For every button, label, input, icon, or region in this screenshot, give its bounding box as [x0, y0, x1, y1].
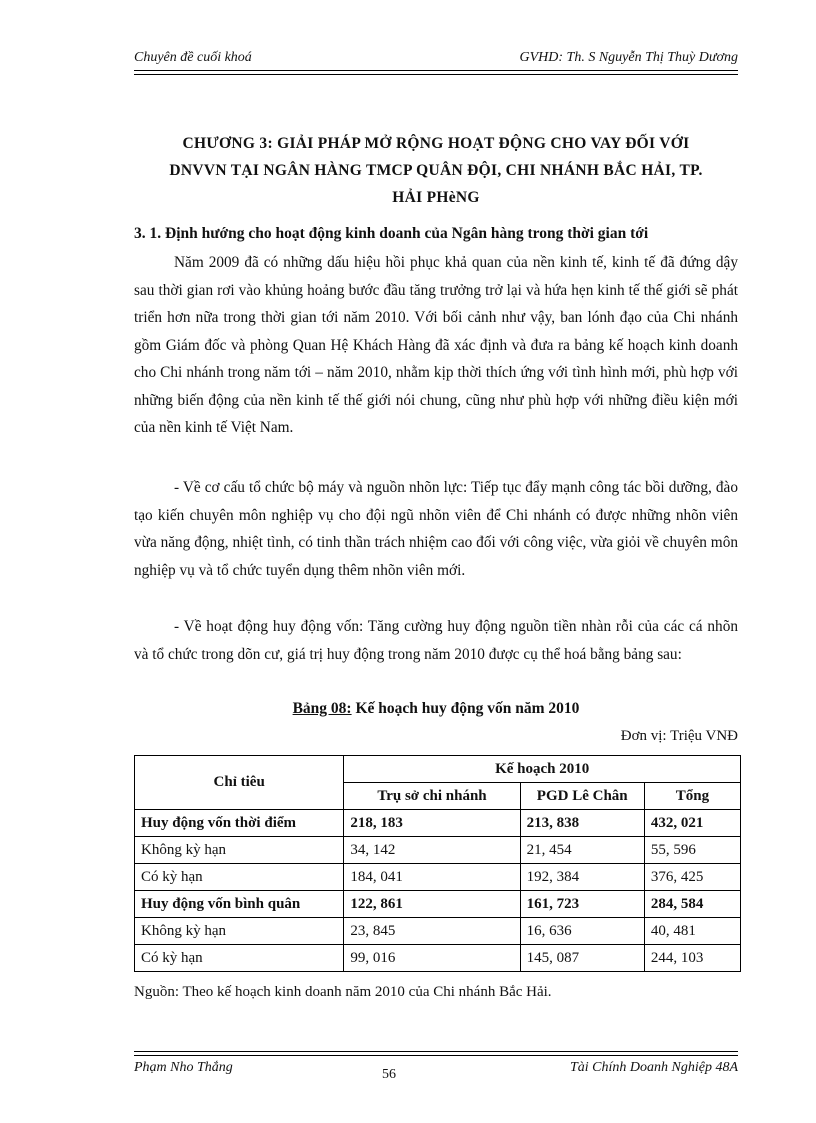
- cell-value: 16, 636: [520, 918, 644, 945]
- sub-header-pgd-le-chan: PGD Lê Chân: [520, 783, 644, 810]
- cell-value: 432, 021: [644, 810, 740, 837]
- header-left: Chuyên đề cuối khoá: [134, 50, 252, 65]
- body-paragraph-1: [134, 249, 738, 442]
- paragraph-text: - Về hoạt động huy động vốn: Tăng cường huy động nguồn tiền nhàn rỗi của các cá nhõn và tổ chức trong dõn cư, giá trị huy động trong năm 2010 được cụ thể hoá bằng bảng sau:: [134, 618, 738, 663]
- section-heading: 3. 1. Định hướng cho hoạt động kinh doanh của Ngân hàng trong thời gian tới: [134, 225, 649, 242]
- cell-value: 40, 481: [644, 918, 740, 945]
- table-row: [135, 918, 741, 945]
- capital-plan-table: [134, 755, 741, 972]
- table-row: [135, 945, 741, 972]
- chapter-title-line-1: CHƯƠNG 3: GIẢI PHÁP MỞ RỘNG HOẠT ĐỘNG CHO VAY ĐỐI VỚI: [182, 135, 690, 152]
- cell-value: 218, 183: [344, 810, 520, 837]
- header-right: GVHD: Th. S Nguyễn Thị Thuỳ Dương: [519, 50, 738, 65]
- cell-value: 21, 454: [520, 837, 644, 864]
- row-label: Có kỳ hạn: [135, 864, 344, 891]
- cell-value: 122, 861: [344, 891, 520, 918]
- group-header-plan-2010: Kế hoạch 2010: [344, 756, 741, 783]
- table-row: [135, 810, 741, 837]
- table-caption: [134, 700, 738, 718]
- page-number: 56: [382, 1067, 396, 1082]
- cell-value: 34, 142: [344, 837, 520, 864]
- body-paragraph-3: [134, 613, 738, 668]
- body-paragraph-2: [134, 474, 738, 584]
- page-header: [134, 50, 738, 72]
- chapter-title: [134, 130, 738, 211]
- row-label: Không kỳ hạn: [135, 918, 344, 945]
- paragraph-text: - Về cơ cấu tổ chức bộ máy và nguồn nhõn lực: Tiếp tục đẩy mạnh công tác bồi dưỡng, đào tạo kiến chuyên môn nghiệp vụ cho đội ngũ nhõn viên để Chi nhánh có được những nhõn viên vừa năng động, nhiệt tình, có tinh thần trách nhiệm cao đối với công việc, vừa giỏi về chuyên môn nghiệp vụ và tổ chức tuyển dụng thêm nhõn viên mới.: [134, 479, 738, 579]
- cell-value: 184, 041: [344, 864, 520, 891]
- cell-value: 161, 723: [520, 891, 644, 918]
- chapter-title-line-2: DNVVN TẠI NGÂN HÀNG TMCP QUÂN ĐỘI, CHI NHÁNH BẮC HẢI, TP.: [169, 162, 703, 179]
- table-caption-label: Bảng 08:: [292, 700, 352, 717]
- footer-author: Phạm Nho Thắng: [134, 1060, 233, 1075]
- cell-value: 99, 016: [344, 945, 520, 972]
- table-caption-title: Kế hoạch huy động vốn năm 2010: [351, 700, 580, 717]
- cell-value: 213, 838: [520, 810, 644, 837]
- row-label: Có kỳ hạn: [135, 945, 344, 972]
- table-unit: Đơn vị: Triệu VNĐ: [620, 728, 738, 744]
- cell-value: 192, 384: [520, 864, 644, 891]
- chapter-title-line-3: HẢI PHèNG: [392, 189, 480, 206]
- cell-value: 23, 845: [344, 918, 520, 945]
- row-label: Huy động vốn thời điểm: [135, 810, 344, 837]
- footer-rule: [134, 1051, 738, 1056]
- cell-value: 284, 584: [644, 891, 740, 918]
- source-note: Nguồn: Theo kế hoạch kinh doanh năm 2010 của Chi nhánh Bắc Hải.: [134, 984, 552, 1000]
- paragraph-text: Năm 2009 đã có những dấu hiệu hồi phục khả quan của nền kinh tế, kinh tế đã đứng dậy sau thời gian rơi vào khủng hoảng bước đầu tăng trưởng trở lại và hứa hẹn kinh tế thế giới sẽ phát triển hơn nữa trong thời gian tới năm 2010. Với bối cảnh như vậy, ban lónh đạo của Chi nhánh gồm Giám đốc và phòng Quan Hệ Khách Hàng đã xác định và đưa ra bảng kế hoạch kinh doanh cho Chi nhánh trong năm tới – năm 2010, nhằm kịp thời thích ứng với tình hình mới, phù hợp với những biến động của nền kinh tế thế giới nói chung, cũng như phù hợp với những điều kiện mới của nền kinh tế Việt Nam.: [134, 254, 738, 436]
- cell-value: 145, 087: [520, 945, 644, 972]
- cell-value: 376, 425: [644, 864, 740, 891]
- sub-header-head-office: Trụ sở chi nhánh: [344, 783, 520, 810]
- cell-value: 55, 596: [644, 837, 740, 864]
- table-row: [135, 891, 741, 918]
- cell-value: 244, 103: [644, 945, 740, 972]
- footer-class: Tài Chính Doanh Nghiệp 48A: [569, 1060, 738, 1075]
- header-rule: [134, 70, 738, 75]
- row-label: Huy động vốn bình quân: [135, 891, 344, 918]
- table-row: [135, 837, 741, 864]
- sub-header-total: Tổng: [644, 783, 740, 810]
- table-row: [135, 864, 741, 891]
- col-header-indicator: Chỉ tiêu: [135, 756, 344, 810]
- row-label: Không kỳ hạn: [135, 837, 344, 864]
